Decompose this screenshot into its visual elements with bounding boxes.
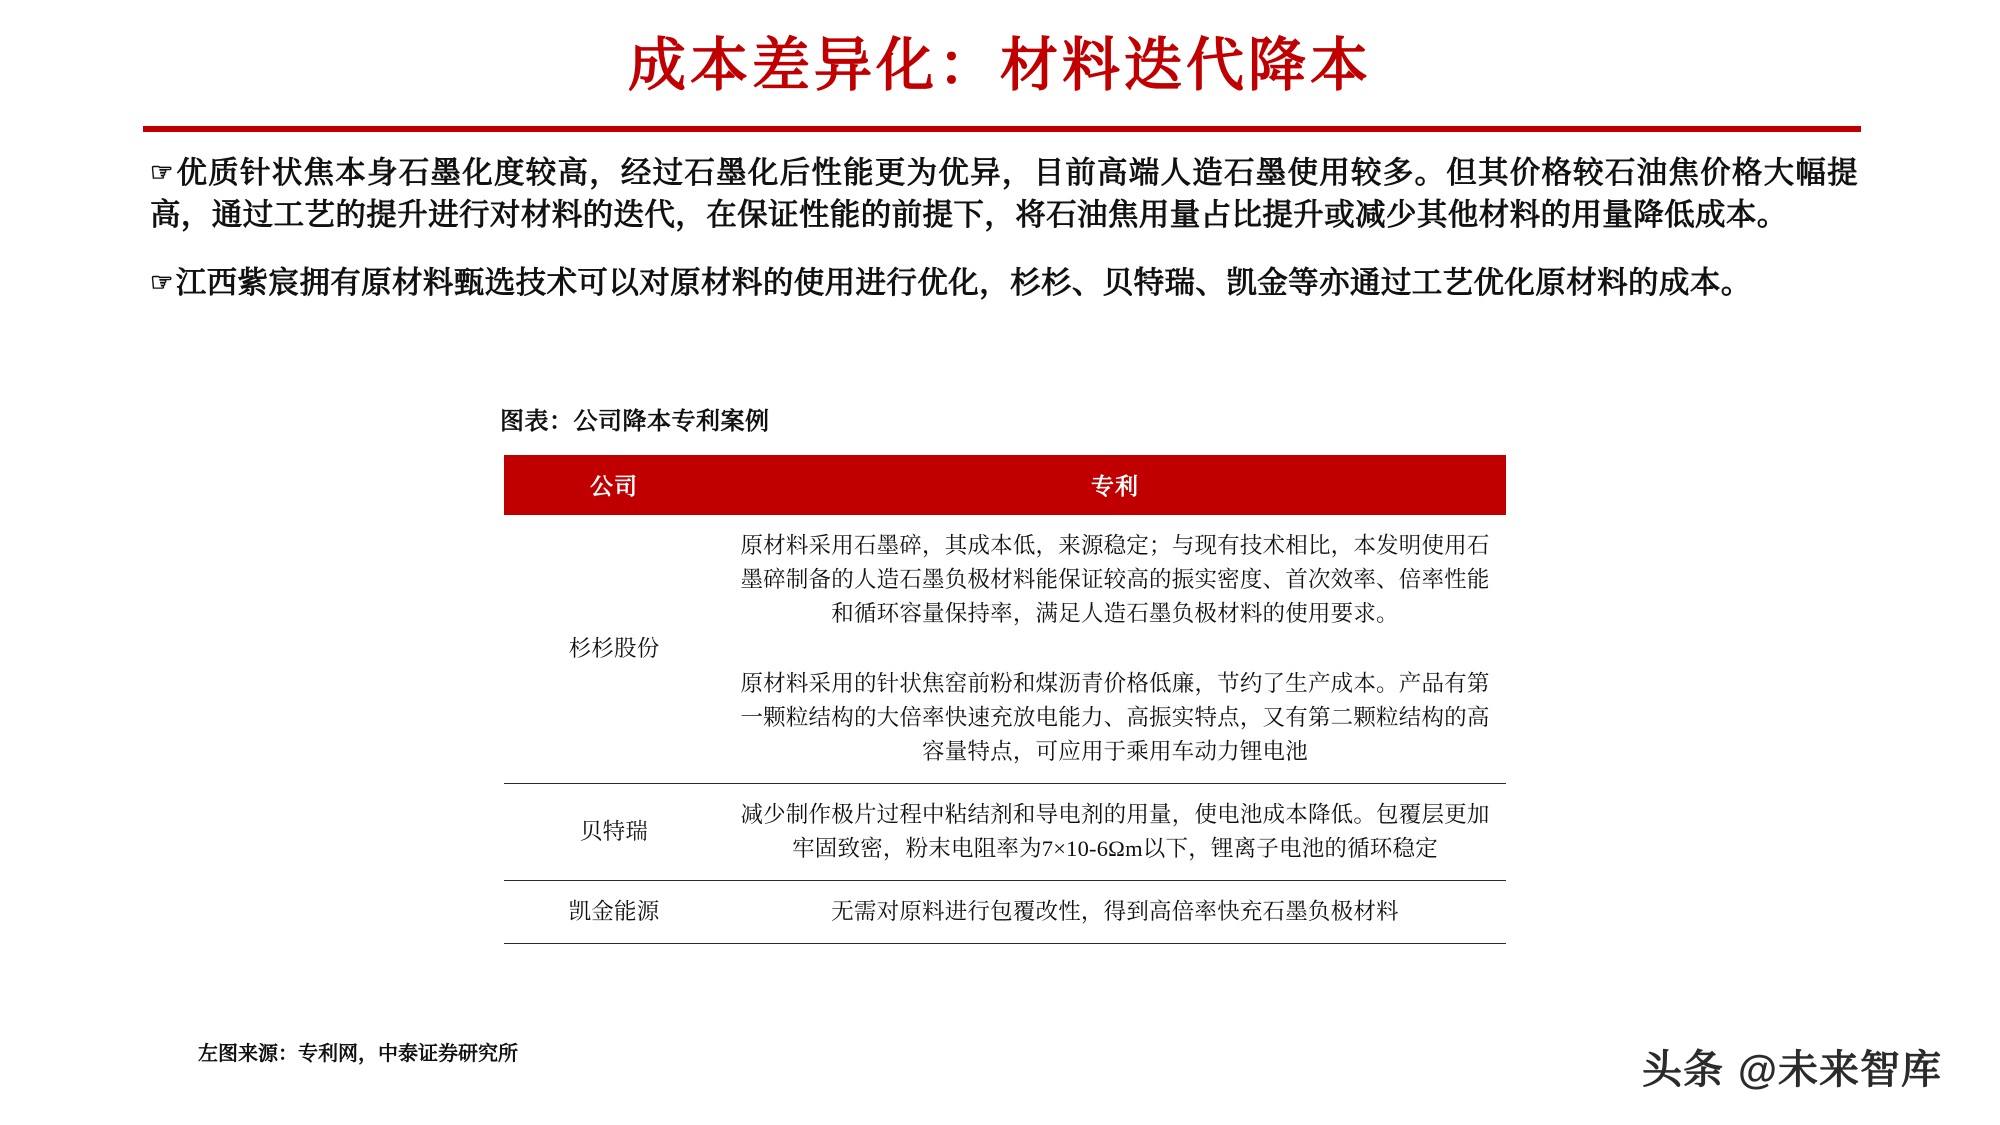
patent-text: 原材料采用的针状焦窑前粉和煤沥青价格低廉，节约了生产成本。产品有第一颗粒结构的大倍率快速充放电能力、高振实特点，又有第二颗粒结构的高容量特点，可应用于乘用车动力锂电池 (740, 671, 1490, 764)
watermark (1642, 1038, 1942, 1095)
body-paragraph-1-text: 优质针状焦本身石墨化度较高，经过石墨化后性能更为优异，目前高端人造石墨使用较多。但其价格较石油焦价格大幅提高，通过工艺的提升进行对材料的迭代，在保证性能的前提下，将石油焦用量占比提升或减少其他材料的用量降低成本。 (150, 156, 1858, 232)
cell-patent-btr (724, 784, 1506, 881)
watermark-brand: 头条 (1641, 1048, 1724, 1092)
figure-caption: 图表：公司降本专利案例 (500, 409, 770, 435)
table-row (504, 881, 1506, 944)
body-paragraph-1 (150, 152, 1858, 236)
body-paragraph-2-text: 江西紫宸拥有原材料甄选技术可以对原材料的使用进行优化，杉杉、贝特瑞、凯金等亦通过工艺优化原材料的成本。 (175, 266, 1752, 300)
patent-table-container (504, 455, 1506, 944)
source-note: 左图来源：专利网，中泰证券研究所 (198, 1043, 518, 1065)
patent-text: 原材料采用石墨碎，其成本低，来源稳定；与现有技术相比，本发明使用石墨碎制备的人造石墨负极材料能保证较高的振实密度、首次效率、倍率性能和循环容量保持率，满足人造石墨负极材料的使用要求。 (740, 533, 1490, 626)
column-header-patent: 专利 (724, 455, 1506, 515)
watermark-handle: @未来智库 (1737, 1048, 1942, 1092)
cell-company-shanshan: 杉杉股份 (504, 515, 724, 784)
cell-patent-shanshan (724, 515, 1506, 784)
cell-patent-kaijin (724, 881, 1506, 944)
pointing-hand-icon: ☞ (150, 158, 174, 187)
table-row (504, 515, 1506, 784)
cell-company-kaijin: 凯金能源 (504, 881, 724, 944)
table-row (504, 784, 1506, 881)
body-paragraph-2 (150, 262, 1858, 304)
patent-text: 减少制作极片过程中粘结剂和导电剂的用量，使电池成本降低。包覆层更加牢固致密，粉末电阻率为7×10-6Ωm以下，锂离子电池的循环稳定 (740, 802, 1490, 861)
table-header-row (504, 455, 1506, 515)
pointing-hand-icon: ☞ (150, 268, 174, 297)
table-body (504, 515, 1506, 944)
body-text-block (150, 152, 1858, 330)
column-header-company: 公司 (504, 455, 724, 515)
cell-company-btr: 贝特瑞 (504, 784, 724, 881)
page-title: 成本差异化：材料迭代降本 (627, 33, 1372, 98)
patent-text: 无需对原料进行包覆改性，得到高倍率快充石墨负极材料 (831, 899, 1399, 924)
title-divider (143, 126, 1861, 132)
patent-table (504, 455, 1506, 944)
table-header (504, 455, 1506, 515)
